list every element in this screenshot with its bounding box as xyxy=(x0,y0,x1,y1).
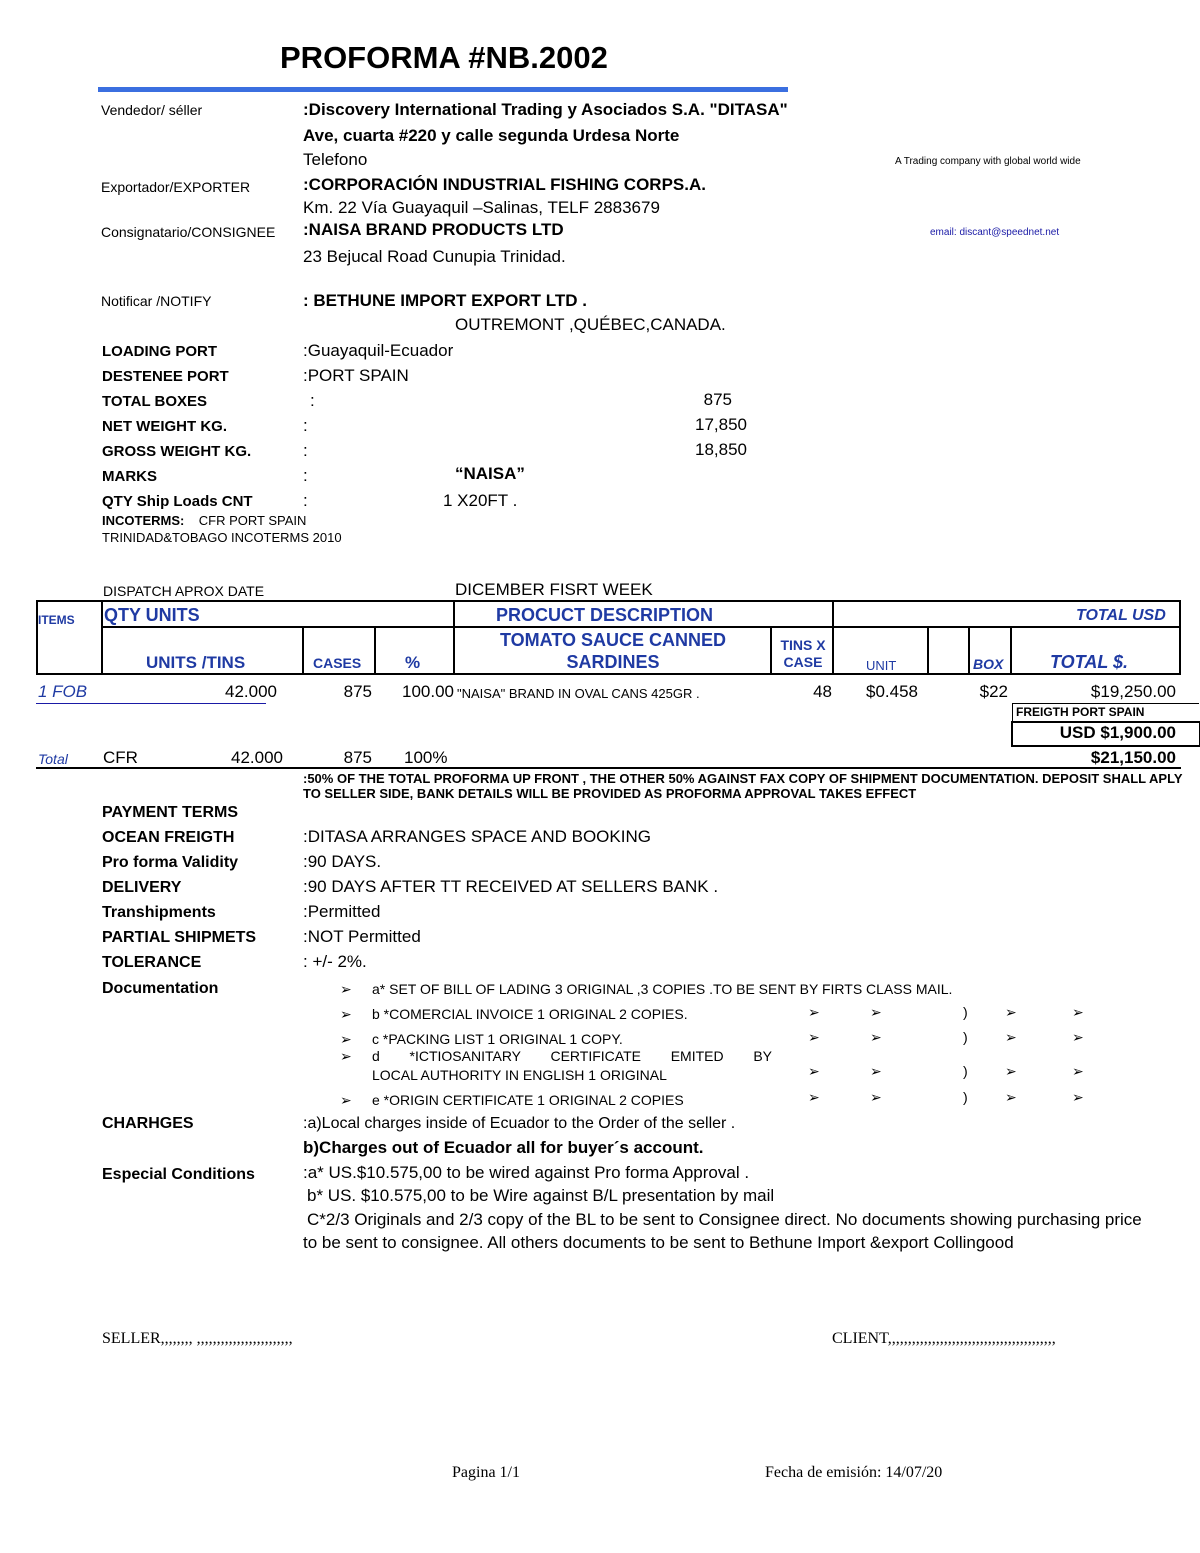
table-border xyxy=(770,626,772,675)
doc-a: a* SET OF BILL OF LADING 3 ORIGINAL ,3 COPIES .TO BE SENT BY FIRTS CLASS MAIL. xyxy=(372,981,953,997)
net-weight-label: NET WEIGHT KG. xyxy=(102,418,227,435)
documentation-label: Documentation xyxy=(102,980,219,997)
loading-port-value: :Guayaquil-Ecuador xyxy=(303,341,454,360)
table-border xyxy=(1179,600,1181,675)
bullet-arrow-icon: ➢ xyxy=(1005,1029,1017,1045)
incoterms-block xyxy=(102,512,367,546)
total-boxes-value: 875 xyxy=(703,390,732,409)
dispatch-label: DISPATCH APROX DATE xyxy=(103,583,265,599)
header-units-tins: UNITS /TINS xyxy=(146,653,246,672)
header-product-description: PROCUCT DESCRIPTION xyxy=(496,605,714,625)
bullet-arrow-icon: ➢ xyxy=(1072,1089,1084,1105)
doc-c: c *PACKING LIST 1 ORIGINAL 1 COPY. xyxy=(372,1031,623,1047)
page-title: PROFORMA #NB.2002 xyxy=(280,40,608,75)
issue-date: Fecha de emisión: 14/07/20 xyxy=(765,1464,943,1481)
bullet-arrow-icon: ➢ xyxy=(870,1004,882,1020)
table-border xyxy=(302,626,304,675)
header-percent: % xyxy=(405,653,421,672)
transhipments-value: :Permitted xyxy=(303,902,381,921)
table-top-border xyxy=(36,600,1181,602)
seller-signature-line: SELLER,,,,,,,, ,,,,,,,,,,,,,,,,,,,,,,,, xyxy=(102,1330,293,1347)
header-cases: CASES xyxy=(313,655,362,671)
row-cases: 875 xyxy=(343,682,372,701)
header-box: BOX xyxy=(973,656,1004,672)
validity-label: Pro forma Validity xyxy=(102,854,239,871)
paren-glyph: ) xyxy=(963,1089,968,1105)
incoterms-label: INCOTERMS: xyxy=(102,513,185,528)
doc-d-line1: d *ICTIOSANITARY CERTIFICATE EMITED BY xyxy=(372,1048,772,1064)
bullet-arrow-icon: ➢ xyxy=(1072,1063,1084,1079)
exporter-name: :CORPORACIÓN INDUSTRIAL FISHING CORPS.A. xyxy=(303,175,706,194)
delivery-value: :90 DAYS AFTER TT RECEIVED AT SELLERS BANK . xyxy=(303,877,719,896)
gross-weight-value: 18,850 xyxy=(695,440,747,459)
consignee-name: :NAISA BRAND PRODUCTS LTD xyxy=(303,220,564,239)
bullet-arrow-icon: ➢ xyxy=(870,1063,882,1079)
table-border xyxy=(1010,626,1012,675)
dispatch-value: DICEMBER FISRT WEEK xyxy=(455,580,653,599)
bullet-arrow-icon: ➢ xyxy=(808,1029,820,1045)
seller-phone: Telefono xyxy=(303,150,368,169)
row-underline xyxy=(36,703,266,704)
gross-weight-label: GROSS WEIGHT KG. xyxy=(102,443,252,460)
email-link[interactable]: email: discant@speednet.net xyxy=(930,227,1060,238)
consignee-address: 23 Bejucal Road Cunupia Trinidad. xyxy=(303,247,566,266)
bullet-arrow-icon: ➢ xyxy=(808,1089,820,1105)
bullet-arrow-icon: ➢ xyxy=(1072,1004,1084,1020)
net-weight-value: 17,850 xyxy=(695,415,747,434)
table-border xyxy=(968,626,970,675)
bullet-arrow-icon: ➢ xyxy=(1005,1004,1017,1020)
condition-b: b* US. $10.575,00 to be Wire against B/L presentation by mail xyxy=(307,1186,775,1205)
dest-port-value: :PORT SPAIN xyxy=(303,366,409,385)
header-qty-units: QTY UNITS xyxy=(104,605,200,625)
bullet-arrow-icon: ➢ xyxy=(340,1006,352,1022)
charges-a: :a)Local charges inside of Ecuador to the Order of the seller . xyxy=(303,1115,736,1132)
marks-value: “NAISA” xyxy=(455,464,525,483)
colon: : xyxy=(310,391,315,410)
seller-address: Ave, cuarta #220 y calle segunda Urdesa Norte xyxy=(303,126,680,145)
title-underline xyxy=(98,87,788,92)
dest-port-label: DESTENEE PORT xyxy=(102,368,229,385)
seller-label: Vendedor/ séller xyxy=(101,102,203,118)
bullet-arrow-icon: ➢ xyxy=(1005,1089,1017,1105)
doc-b: b *COMERCIAL INVOICE 1 ORIGINAL 2 COPIES. xyxy=(372,1006,688,1022)
validity-value: :90 DAYS. xyxy=(303,852,382,871)
total-boxes-label: TOTAL BOXES xyxy=(102,393,208,410)
table-border xyxy=(101,600,103,675)
partial-shipments-value: :NOT Permitted xyxy=(303,927,421,946)
condition-a: :a* US.$10.575,00 to be wired against Pro forma Approval . xyxy=(303,1163,750,1182)
qty-loads-value: 1 X20FT . xyxy=(443,491,518,510)
bullet-arrow-icon: ➢ xyxy=(340,1048,352,1064)
seller-name: :Discovery International Trading y Asociados S.A. "DITASA" xyxy=(303,100,788,119)
header-unit: UNIT xyxy=(866,658,897,673)
table-border xyxy=(453,600,455,675)
total-units: 42.000 xyxy=(231,748,283,767)
bullet-arrow-icon: ➢ xyxy=(340,981,352,997)
exporter-label: Exportador/EXPORTER xyxy=(101,179,251,195)
row-item: 1 FOB xyxy=(38,682,88,701)
total-percent: 100% xyxy=(404,748,448,767)
row-box-price: $22 xyxy=(979,682,1008,701)
bullet-arrow-icon: ➢ xyxy=(808,1004,820,1020)
total-cases: 875 xyxy=(343,748,372,767)
charges-label: CHARHGES xyxy=(102,1115,194,1132)
table-border xyxy=(374,626,376,675)
row-units: 42.000 xyxy=(225,682,277,701)
row-unit-price: $0.458 xyxy=(866,682,918,701)
notify-label: Notificar /NOTIFY xyxy=(101,293,212,309)
incoterms-text: CFR PORT SPAIN TRINIDAD&TOBAGO INCOTERMS 2010 xyxy=(102,513,342,545)
delivery-label: DELIVERY xyxy=(102,879,182,896)
total-label: Total xyxy=(38,751,68,767)
header-total: TOTAL $. xyxy=(1050,652,1129,672)
page-number: Pagina 1/1 xyxy=(452,1464,520,1481)
loading-port-label: LOADING PORT xyxy=(102,343,217,360)
marks-label: MARKS xyxy=(102,468,157,485)
header-items: ITEMS xyxy=(38,613,75,627)
colon: : xyxy=(303,441,308,460)
charges-b: b)Charges out of Ecuador all for buyer´s account. xyxy=(303,1138,704,1157)
row-percent: 100.00 xyxy=(402,682,454,701)
bullet-arrow-icon: ➢ xyxy=(870,1029,882,1045)
colon: : xyxy=(303,416,308,435)
table-mid-border xyxy=(101,626,1181,628)
paren-glyph: ) xyxy=(963,1029,968,1045)
table-border xyxy=(36,600,38,675)
exporter-address: Km. 22 Vía Guayaquil –Salinas, TELF 2883679 xyxy=(303,198,660,217)
row-tins-case: 48 xyxy=(813,682,832,701)
ocean-freight-label: OCEAN FREIGTH xyxy=(102,829,235,846)
doc-e: e *ORIGIN CERTIFICATE 1 ORIGINAL 2 COPIES xyxy=(372,1092,684,1108)
row-total: $19,250.00 xyxy=(1090,682,1176,701)
paren-glyph: ) xyxy=(963,1063,968,1079)
consignee-label: Consignatario/CONSIGNEE xyxy=(101,224,276,240)
doc-d-line2: LOCAL AUTHORITY IN ENGLISH 1 ORIGINAL xyxy=(372,1067,667,1083)
freight-value: USD $1,900.00 xyxy=(1059,723,1176,742)
header-product-name: TOMATO SAUCE CANNED SARDINES xyxy=(499,630,726,672)
bullet-arrow-icon: ➢ xyxy=(340,1031,352,1047)
qty-loads-label: QTY Ship Loads CNT xyxy=(102,493,253,510)
bullet-arrow-icon: ➢ xyxy=(1005,1063,1017,1079)
bullet-arrow-icon: ➢ xyxy=(808,1063,820,1079)
header-total-usd: TOTAL USD xyxy=(1076,607,1166,624)
freight-label: FREIGTH PORT SPAIN xyxy=(1016,705,1145,719)
bullet-arrow-icon: ➢ xyxy=(870,1089,882,1105)
total-term: CFR xyxy=(103,748,138,767)
total-row-border xyxy=(36,767,1181,769)
header-tins-case: TINS X CASE xyxy=(780,637,826,670)
row-description: "NAISA" BRAND IN OVAL CANS 425GR . xyxy=(457,686,700,701)
colon: : xyxy=(303,466,308,485)
colon: : xyxy=(303,491,308,510)
condition-c: C*2/3 Originals and 2/3 copy of the BL to be sent to Consignee direct. No documents showing purchasing price to be sent to consignee. All others documents to be sent to Bethune Import &export Collingood xyxy=(303,1210,1142,1252)
table-border xyxy=(832,600,834,675)
tolerance-value: : +/- 2%. xyxy=(303,952,367,971)
conditions-label: Especial Conditions xyxy=(102,1166,255,1183)
notify-address: OUTREMONT ,QUÉBEC,CANADA. xyxy=(455,315,726,334)
transhipments-label: Transhipments xyxy=(102,904,216,921)
payment-terms-label: PAYMENT TERMS xyxy=(102,804,239,821)
bullet-arrow-icon: ➢ xyxy=(1072,1029,1084,1045)
notify-name: : BETHUNE IMPORT EXPORT LTD . xyxy=(303,291,587,310)
client-signature-line: CLIENT,,,,,,,,,,,,,,,,,,,,,,,,,,,,,,,,,,,,,,,,,, xyxy=(832,1330,1056,1347)
tagline: A Trading company with global world wide xyxy=(895,156,1081,167)
tolerance-label: TOLERANCE xyxy=(102,954,202,971)
paren-glyph: ) xyxy=(963,1004,968,1020)
payment-terms-text: :50% OF THE TOTAL PROFORMA UP FRONT , THE OTHER 50% AGAINST FAX COPY OF SHIPMENT DOCUMENTATION. DEPOSIT SHALL APLY TO SELLER SIDE, BANK DETAILS WILL BE PROVIDED AS PROFORMA APPROVAL TAKES EFFECT xyxy=(303,771,1183,801)
partial-shipments-label: PARTIAL SHIPMETS xyxy=(102,929,257,946)
bullet-arrow-icon: ➢ xyxy=(340,1092,352,1108)
ocean-freight-value: :DITASA ARRANGES SPACE AND BOOKING xyxy=(303,827,651,846)
table-border xyxy=(927,626,929,675)
grand-total: $21,150.00 xyxy=(1090,748,1176,767)
